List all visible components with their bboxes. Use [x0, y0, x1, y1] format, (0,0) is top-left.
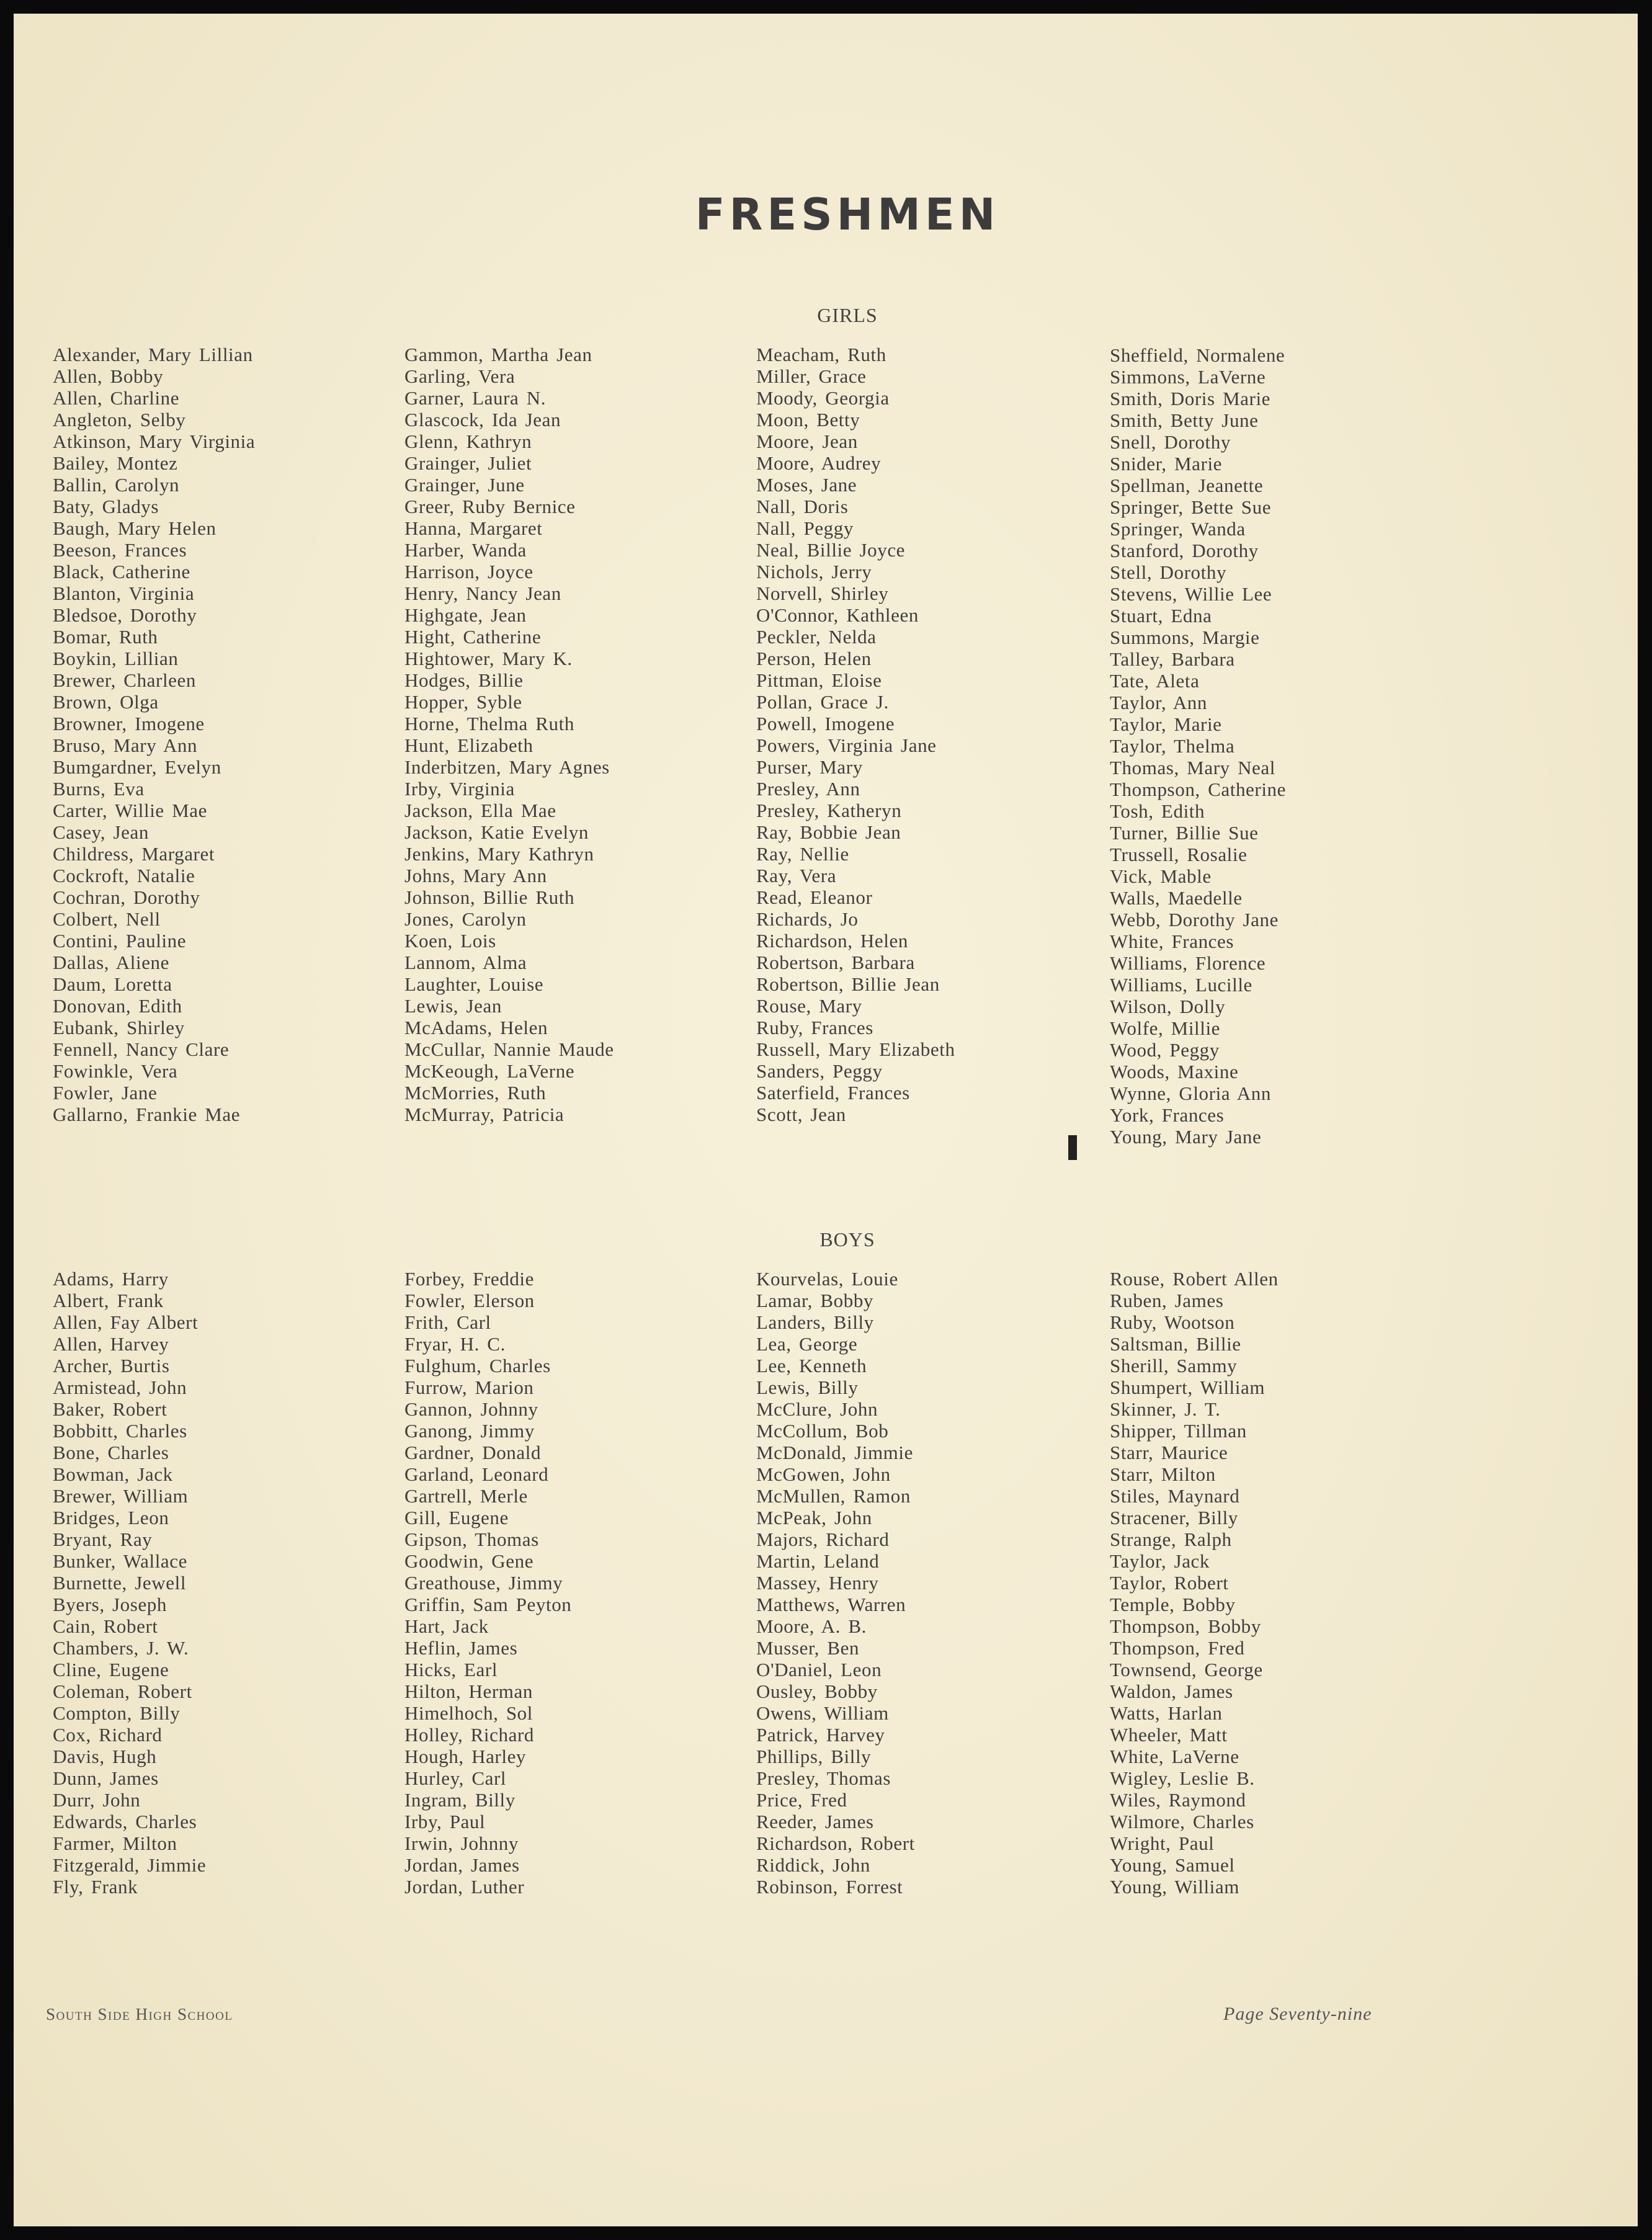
student-name: Sherill, Sammy	[1110, 1355, 1238, 1377]
student-name: Boykin, Lillian	[53, 648, 179, 669]
student-name: Strange, Ralph	[1110, 1528, 1232, 1550]
student-name: Temple, Bobby	[1110, 1594, 1236, 1615]
student-name: Tate, Aleta	[1110, 670, 1200, 692]
student-name: Brewer, William	[53, 1485, 189, 1507]
student-name: Wigley, Leslie B.	[1110, 1767, 1255, 1789]
student-name: Bruso, Mary Ann	[53, 734, 198, 756]
student-name: Fryar, H. C.	[404, 1333, 506, 1355]
student-name: Starr, Maurice	[1110, 1442, 1228, 1463]
student-name: Heflin, James	[404, 1637, 518, 1659]
student-name: Musser, Ben	[756, 1637, 860, 1659]
student-name: Skinner, J. T.	[1110, 1398, 1221, 1420]
student-name: Rouse, Mary	[756, 995, 862, 1017]
student-name: Moon, Betty	[756, 409, 860, 431]
student-name: Inderbitzen, Mary Agnes	[404, 756, 610, 778]
student-name: Stiles, Maynard	[1110, 1485, 1240, 1507]
student-name: Wilmore, Charles	[1110, 1811, 1254, 1832]
student-name: Bridges, Leon	[53, 1507, 169, 1528]
student-name: Fowinkle, Vera	[53, 1060, 178, 1082]
student-name: Shipper, Tillman	[1110, 1420, 1247, 1442]
student-name: Taylor, Robert	[1110, 1572, 1229, 1594]
student-name: Hough, Harley	[404, 1746, 527, 1767]
student-name: Meacham, Ruth	[756, 344, 886, 365]
student-name: Walls, Maedelle	[1110, 887, 1243, 909]
student-name: Jackson, Katie Evelyn	[404, 821, 589, 843]
student-name: Davis, Hugh	[53, 1746, 157, 1767]
student-name: Compton, Billy	[53, 1702, 181, 1724]
student-name: Jones, Carolyn	[404, 908, 527, 930]
girls-column-4	[1110, 344, 1286, 1148]
student-name: Young, Mary Jane	[1110, 1126, 1262, 1148]
student-name: Grainger, Juliet	[404, 452, 532, 474]
student-name: Smith, Doris Marie	[1110, 388, 1271, 409]
student-name: Fitzgerald, Jimmie	[53, 1854, 207, 1876]
student-name: Moore, Jean	[756, 431, 858, 452]
student-name: Stanford, Dorothy	[1110, 540, 1259, 561]
student-name: Gammon, Martha Jean	[404, 344, 592, 365]
student-name: Moore, Audrey	[756, 452, 882, 474]
student-name: Ray, Nellie	[756, 843, 849, 865]
student-name: Donovan, Edith	[53, 995, 182, 1017]
ink-mark	[1068, 1135, 1077, 1160]
student-name: Himelhoch, Sol	[404, 1702, 533, 1724]
student-name: Grainger, June	[404, 474, 525, 496]
student-name: Stell, Dorothy	[1110, 561, 1227, 583]
student-name: Sheffield, Normalene	[1110, 344, 1285, 366]
student-name: Wiles, Raymond	[1110, 1789, 1246, 1811]
student-name: Saltsman, Billie	[1110, 1333, 1241, 1355]
student-name: Bumgardner, Evelyn	[53, 756, 221, 778]
student-name: Snider, Marie	[1110, 453, 1223, 475]
student-name: Hodges, Billie	[404, 669, 524, 691]
boys-column-1	[53, 1268, 206, 1898]
student-name: McAdams, Helen	[404, 1017, 548, 1038]
student-name: Cain, Robert	[53, 1615, 158, 1637]
student-name: Eubank, Shirley	[53, 1017, 185, 1038]
student-name: Daum, Loretta	[53, 973, 172, 995]
student-name: Fowler, Elerson	[404, 1290, 535, 1311]
student-name: Cox, Richard	[53, 1724, 163, 1746]
student-name: Thompson, Bobby	[1110, 1615, 1261, 1637]
student-name: Taylor, Marie	[1110, 713, 1222, 735]
student-name: Young, William	[1110, 1876, 1239, 1898]
student-name: Glenn, Kathryn	[404, 431, 532, 452]
student-name: Richards, Jo	[756, 908, 859, 930]
student-name: Ruby, Frances	[756, 1017, 873, 1038]
student-name: Gill, Eugene	[404, 1507, 509, 1528]
student-name: Ganong, Jimmy	[404, 1420, 535, 1442]
student-name: Laughter, Louise	[404, 973, 544, 995]
student-name: Garling, Vera	[404, 365, 516, 387]
student-name: Lamar, Bobby	[756, 1290, 874, 1311]
student-name: Robertson, Billie Jean	[756, 973, 940, 995]
student-name: Ruben, James	[1110, 1290, 1224, 1311]
student-name: Moore, A. B.	[756, 1615, 867, 1637]
student-name: Tosh, Edith	[1110, 800, 1205, 822]
student-name: Atkinson, Mary Virginia	[53, 431, 256, 452]
student-name: Lea, George	[756, 1333, 858, 1355]
student-name: Hopper, Syble	[404, 691, 522, 713]
student-name: McKeough, LaVerne	[404, 1060, 575, 1082]
student-name: Spellman, Jeanette	[1110, 475, 1264, 496]
student-name: Lannom, Alma	[404, 952, 527, 973]
student-name: Bryant, Ray	[53, 1528, 153, 1550]
student-name: Coleman, Robert	[53, 1680, 192, 1702]
student-name: Bomar, Ruth	[53, 626, 158, 648]
girls-heading: GIRLS	[817, 304, 878, 326]
student-name: Adams, Harry	[53, 1268, 169, 1290]
student-name: O'Daniel, Leon	[756, 1659, 882, 1680]
student-name: Burnette, Jewell	[53, 1572, 187, 1594]
student-name: Highgate, Jean	[404, 604, 527, 626]
student-name: White, Frances	[1110, 930, 1235, 952]
student-name: Landers, Billy	[756, 1311, 874, 1333]
student-name: Woods, Maxine	[1110, 1061, 1239, 1082]
student-name: Carter, Willie Mae	[53, 800, 208, 821]
page-title: FRESHMEN	[695, 189, 1000, 240]
student-name: Ousley, Bobby	[756, 1680, 878, 1702]
student-name: Nall, Doris	[756, 496, 849, 517]
student-name: Gallarno, Frankie Mae	[53, 1104, 241, 1125]
student-name: Bailey, Montez	[53, 452, 178, 474]
student-name: McMurray, Patricia	[404, 1104, 565, 1125]
student-name: Hurley, Carl	[404, 1767, 507, 1789]
student-name: Price, Fred	[756, 1789, 847, 1811]
student-name: Trussell, Rosalie	[1110, 844, 1248, 865]
student-name: Majors, Richard	[756, 1528, 890, 1550]
student-name: Nall, Peggy	[756, 517, 854, 539]
student-name: Snell, Dorothy	[1110, 431, 1231, 453]
student-name: Koen, Lois	[404, 930, 496, 952]
student-name: Nichols, Jerry	[756, 561, 872, 582]
student-name: Gartrell, Merle	[404, 1485, 528, 1507]
student-name: Wheeler, Matt	[1110, 1724, 1228, 1746]
student-name: Pittman, Eloise	[756, 669, 882, 691]
student-name: Phillips, Billy	[756, 1746, 872, 1767]
student-name: Rouse, Robert Allen	[1110, 1268, 1279, 1290]
student-name: Robertson, Barbara	[756, 952, 915, 973]
student-name: Williams, Lucille	[1110, 974, 1252, 996]
student-name: Burns, Eva	[53, 778, 145, 800]
student-name: Cline, Eugene	[53, 1659, 169, 1680]
student-name: Riddick, John	[756, 1854, 871, 1876]
student-name: Lewis, Billy	[756, 1377, 859, 1398]
student-name: McMorries, Ruth	[404, 1082, 547, 1104]
student-name: Fulghum, Charles	[404, 1355, 551, 1377]
student-name: Taylor, Thelma	[1110, 735, 1235, 757]
student-name: Powers, Virginia Jane	[756, 734, 937, 756]
student-name: Williams, Florence	[1110, 952, 1266, 974]
student-name: Allen, Fay Albert	[53, 1311, 199, 1333]
student-name: Stracener, Billy	[1110, 1507, 1238, 1528]
student-name: Browner, Imogene	[53, 713, 205, 734]
student-name: Presley, Katheryn	[756, 800, 902, 821]
student-name: Norvell, Shirley	[756, 582, 889, 604]
student-name: Presley, Thomas	[756, 1767, 891, 1789]
student-name: Scott, Jean	[756, 1104, 846, 1125]
student-name: Bone, Charles	[53, 1442, 169, 1463]
student-name: Archer, Burtis	[53, 1355, 170, 1377]
student-name: Irby, Paul	[404, 1811, 486, 1832]
student-name: White, LaVerne	[1110, 1746, 1239, 1767]
student-name: Simmons, LaVerne	[1110, 366, 1266, 388]
student-name: Greer, Ruby Bernice	[404, 496, 576, 517]
student-name: Hight, Catherine	[404, 626, 542, 648]
student-name: Albert, Frank	[53, 1290, 164, 1311]
student-name: Thompson, Fred	[1110, 1637, 1245, 1659]
student-name: Fowler, Jane	[53, 1082, 158, 1104]
student-name: Glascock, Ida Jean	[404, 409, 561, 431]
student-name: Hanna, Margaret	[404, 517, 543, 539]
boys-column-3	[756, 1268, 915, 1898]
student-name: Armistead, John	[53, 1377, 187, 1398]
student-name: Wolfe, Millie	[1110, 1017, 1221, 1039]
student-name: Reeder, James	[756, 1811, 874, 1832]
student-name: Wynne, Gloria Ann	[1110, 1082, 1271, 1104]
student-name: Taylor, Jack	[1110, 1550, 1210, 1572]
student-name: Harber, Wanda	[404, 539, 527, 561]
student-name: Gannon, Johnny	[404, 1398, 538, 1420]
student-name: Baugh, Mary Helen	[53, 517, 217, 539]
student-name: Garland, Leonard	[404, 1463, 549, 1485]
student-name: Martin, Leland	[756, 1550, 880, 1572]
student-name: Brewer, Charleen	[53, 669, 196, 691]
student-name: Durr, John	[53, 1789, 141, 1811]
student-name: Shumpert, William	[1110, 1377, 1266, 1398]
student-name: McMullen, Ramon	[756, 1485, 911, 1507]
girls-column-2	[404, 344, 614, 1125]
student-name: Summons, Margie	[1110, 627, 1260, 648]
page-number: Page Seventy-nine	[1223, 2004, 1372, 2024]
student-name: Harrison, Joyce	[404, 561, 534, 582]
student-name: Johnson, Billie Ruth	[404, 886, 575, 908]
student-name: Horne, Thelma Ruth	[404, 713, 574, 734]
student-name: Blanton, Virginia	[53, 582, 195, 604]
student-name: O'Connor, Kathleen	[756, 604, 919, 626]
student-name: Baker, Robert	[53, 1398, 167, 1420]
student-name: Cockroft, Natalie	[53, 865, 195, 886]
student-name: Lewis, Jean	[404, 995, 502, 1017]
student-name: Irwin, Johnny	[404, 1832, 519, 1854]
boys-column-4	[1110, 1268, 1279, 1898]
student-name: Jenkins, Mary Kathryn	[404, 843, 594, 865]
student-name: McClure, John	[756, 1398, 878, 1420]
student-name: Taylor, Ann	[1110, 692, 1208, 713]
student-name: Jordan, James	[404, 1854, 520, 1876]
student-name: Peckler, Nelda	[756, 626, 877, 648]
student-name: Childress, Margaret	[53, 843, 215, 865]
student-name: Sanders, Peggy	[756, 1060, 883, 1082]
student-name: Townsend, George	[1110, 1659, 1263, 1680]
student-name: Matthews, Warren	[756, 1594, 906, 1615]
student-name: Robinson, Forrest	[756, 1876, 903, 1898]
student-name: Hicks, Earl	[404, 1659, 498, 1680]
student-name: Watts, Harlan	[1110, 1702, 1223, 1724]
student-name: Russell, Mary Elizabeth	[756, 1038, 955, 1060]
student-name: Byers, Joseph	[53, 1594, 167, 1615]
student-name: Presley, Ann	[756, 778, 860, 800]
student-name: Neal, Billie Joyce	[756, 539, 906, 561]
student-name: Gardner, Donald	[404, 1442, 542, 1463]
student-name: Moses, Jane	[756, 474, 857, 496]
student-name: Allen, Charline	[53, 387, 180, 409]
student-name: Bowman, Jack	[53, 1463, 173, 1485]
student-name: Turner, Billie Sue	[1110, 822, 1259, 844]
student-name: Fennell, Nancy Clare	[53, 1038, 230, 1060]
student-name: Furrow, Marion	[404, 1377, 534, 1398]
student-name: Holley, Richard	[404, 1724, 534, 1746]
student-name: Moody, Georgia	[756, 387, 890, 409]
student-name: Colbert, Nell	[53, 908, 161, 930]
student-name: McPeak, John	[756, 1507, 872, 1528]
student-name: Irby, Virginia	[404, 778, 515, 800]
student-name: Angleton, Selby	[53, 409, 186, 431]
student-name: Black, Catherine	[53, 561, 190, 582]
student-name: Saterfield, Frances	[756, 1082, 910, 1104]
student-name: Hightower, Mary K.	[404, 648, 573, 669]
student-name: Dunn, James	[53, 1767, 159, 1789]
student-name: Bunker, Wallace	[53, 1550, 187, 1572]
student-name: Pollan, Grace J.	[756, 691, 889, 713]
student-name: Purser, Mary	[756, 756, 863, 778]
student-name: Bledsoe, Dorothy	[53, 604, 197, 626]
student-name: Thomas, Mary Neal	[1110, 757, 1275, 779]
student-name: Frith, Carl	[404, 1311, 491, 1333]
student-name: Ruby, Wootson	[1110, 1311, 1235, 1333]
student-name: Ray, Bobbie Jean	[756, 821, 901, 843]
student-name: Bobbitt, Charles	[53, 1420, 187, 1442]
boys-heading: BOYS	[819, 1228, 875, 1251]
student-name: Gipson, Thomas	[404, 1528, 539, 1550]
student-name: Forbey, Freddie	[404, 1268, 535, 1290]
student-name: Edwards, Charles	[53, 1811, 197, 1832]
girls-column-1	[53, 344, 255, 1125]
student-name: Powell, Imogene	[756, 713, 895, 734]
student-name: Wright, Paul	[1110, 1832, 1215, 1854]
student-name: Johns, Mary Ann	[404, 865, 547, 886]
student-name: Henry, Nancy Jean	[404, 582, 561, 604]
student-name: Goodwin, Gene	[404, 1550, 534, 1572]
student-name: Allen, Bobby	[53, 365, 164, 387]
student-name: Stuart, Edna	[1110, 605, 1212, 627]
student-name: Talley, Barbara	[1110, 648, 1235, 670]
student-name: McGowen, John	[756, 1463, 891, 1485]
student-name: Owens, William	[756, 1702, 889, 1724]
student-name: Griffin, Sam Peyton	[404, 1594, 572, 1615]
student-name: McCollum, Bob	[756, 1420, 889, 1442]
boys-column-2	[404, 1268, 571, 1898]
student-name: Starr, Milton	[1110, 1463, 1216, 1485]
student-name: York, Frances	[1110, 1104, 1225, 1126]
student-name: Ballin, Carolyn	[53, 474, 180, 496]
student-name: Wood, Peggy	[1110, 1039, 1220, 1061]
student-name: Patrick, Harvey	[756, 1724, 885, 1746]
yearbook-page	[14, 14, 1638, 2226]
student-name: Waldon, James	[1110, 1680, 1233, 1702]
student-name: Read, Eleanor	[756, 886, 873, 908]
girls-column-3	[756, 344, 955, 1125]
student-name: McDonald, Jimmie	[756, 1442, 913, 1463]
student-name: Young, Samuel	[1110, 1854, 1235, 1876]
student-name: Jackson, Ella Mae	[404, 800, 556, 821]
student-name: Webb, Dorothy Jane	[1110, 909, 1279, 930]
student-name: Cochran, Dorothy	[53, 886, 200, 908]
student-name: Miller, Grace	[756, 365, 867, 387]
student-name: Hilton, Herman	[404, 1680, 533, 1702]
student-name: Farmer, Milton	[53, 1832, 177, 1854]
student-name: Beeson, Frances	[53, 539, 187, 561]
student-name: Springer, Wanda	[1110, 518, 1246, 540]
student-name: Hart, Jack	[404, 1615, 489, 1637]
student-name: Greathouse, Jimmy	[404, 1572, 563, 1594]
student-name: Ingram, Billy	[404, 1789, 516, 1811]
student-name: Garner, Laura N.	[404, 387, 547, 409]
student-name: Allen, Harvey	[53, 1333, 169, 1355]
student-name: Richardson, Robert	[756, 1832, 915, 1854]
student-name: Richardson, Helen	[756, 930, 908, 952]
student-name: Contini, Pauline	[53, 930, 187, 952]
student-name: Lee, Kenneth	[756, 1355, 867, 1377]
student-name: Vick, Mable	[1110, 865, 1212, 887]
student-name: Dallas, Aliene	[53, 952, 170, 973]
student-name: McCullar, Nannie Maude	[404, 1038, 614, 1060]
student-name: Alexander, Mary Lillian	[53, 344, 253, 365]
student-name: Fly, Frank	[53, 1876, 138, 1898]
student-name: Ray, Vera	[756, 865, 837, 886]
student-name: Casey, Jean	[53, 821, 149, 843]
student-name: Stevens, Willie Lee	[1110, 583, 1272, 605]
student-name: Person, Helen	[756, 648, 872, 669]
student-name: Jordan, Luther	[404, 1876, 525, 1898]
student-name: Smith, Betty June	[1110, 409, 1259, 431]
student-name: Wilson, Dolly	[1110, 996, 1226, 1017]
student-name: Chambers, J. W.	[53, 1637, 189, 1659]
school-name: South Side High School	[46, 2005, 233, 2024]
student-name: Kourvelas, Louie	[756, 1268, 898, 1290]
student-name: Thompson, Catherine	[1110, 779, 1287, 800]
student-name: Brown, Olga	[53, 691, 159, 713]
student-name: Baty, Gladys	[53, 496, 159, 517]
student-name: Springer, Bette Sue	[1110, 496, 1272, 518]
student-name: Hunt, Elizabeth	[404, 734, 534, 756]
student-name: Massey, Henry	[756, 1572, 879, 1594]
